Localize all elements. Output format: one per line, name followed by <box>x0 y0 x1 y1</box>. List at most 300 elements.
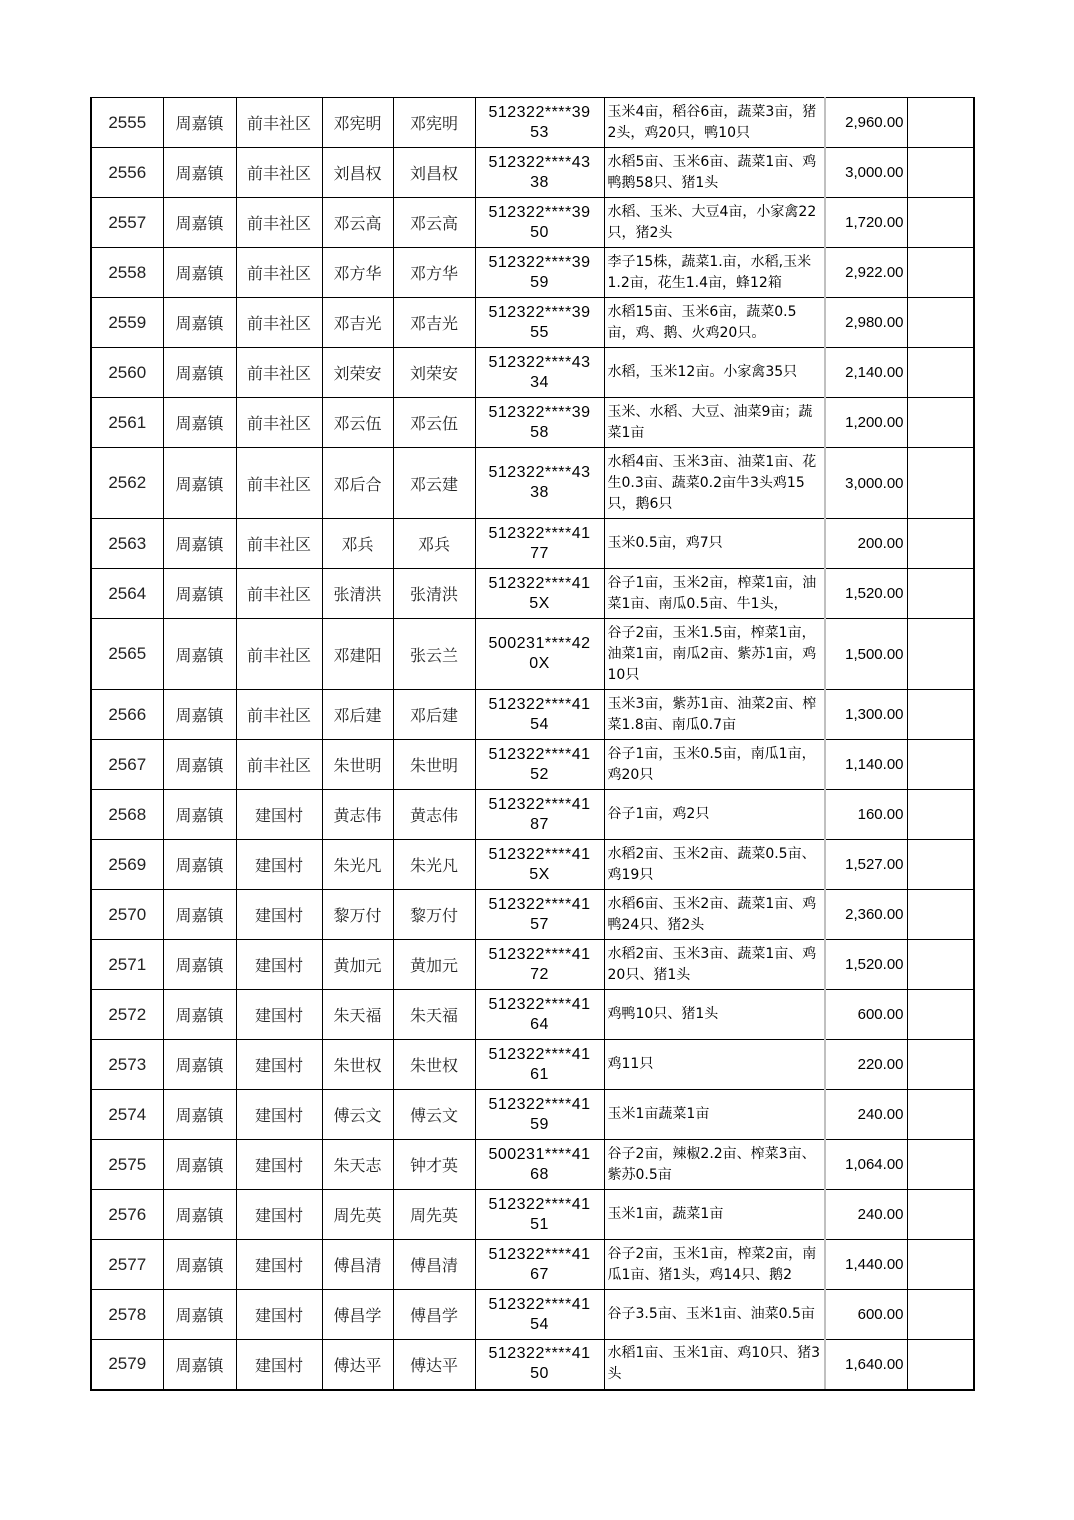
remarks-cell <box>907 98 974 148</box>
household-name-text: 邓兵 <box>341 535 374 554</box>
town-cell <box>163 248 236 298</box>
village-cell <box>236 740 322 790</box>
village-cell <box>236 940 322 990</box>
production-description-text: 谷子3.5亩、玉米1亩、油菜0.5亩 <box>607 1306 815 1322</box>
payee-name-cell <box>393 990 475 1040</box>
id-number-cell <box>475 448 604 519</box>
production-description-text: 水稻6亩、玉米2亩、蔬菜1亩、鸡鸭24只、猪2头 <box>607 895 817 933</box>
subsidy-amount-cell <box>825 1340 907 1390</box>
town-text: 周嘉镇 <box>175 1006 224 1025</box>
town-cell <box>163 790 236 840</box>
id-number-line2: 38 <box>530 173 549 191</box>
payee-name-cell <box>393 940 475 990</box>
town-cell <box>163 398 236 448</box>
id-number-cell <box>475 1140 604 1190</box>
id-number-line2: 58 <box>530 423 549 441</box>
id-number-line2: 50 <box>530 223 549 241</box>
id-number-line1: 512322****39 <box>488 303 591 321</box>
id-number-line1: 512322****41 <box>488 524 591 542</box>
household-name-text: 邓后合 <box>333 474 382 494</box>
remarks-cell <box>907 1340 974 1390</box>
production-description-text: 玉米0.5亩，鸡7只 <box>607 535 723 551</box>
production-description-cell <box>604 1090 825 1140</box>
production-description-cell <box>604 690 825 740</box>
household-name-cell <box>322 690 393 740</box>
village-cell <box>236 448 322 519</box>
table-row <box>91 398 974 448</box>
id-number-cell <box>475 1340 604 1390</box>
payee-name-text: 傅云文 <box>409 1106 458 1125</box>
id-number-cell <box>475 198 604 248</box>
production-description-cell <box>604 890 825 940</box>
village-text: 建国村 <box>254 1106 303 1125</box>
id-number-line2: 54 <box>530 1315 549 1333</box>
row-number <box>91 690 163 740</box>
household-name-cell <box>322 790 393 840</box>
id-number-line2: 52 <box>530 765 549 783</box>
town-text: 周嘉镇 <box>175 585 224 604</box>
household-name-text: 朱世权 <box>333 1056 382 1075</box>
row-number-text: 2564 <box>108 583 147 603</box>
town-cell <box>163 840 236 890</box>
payee-name-cell <box>393 348 475 398</box>
id-number-line1: 512322****41 <box>488 1345 591 1363</box>
household-name-cell <box>322 1190 393 1240</box>
village-text: 前丰社区 <box>246 756 311 775</box>
remarks-cell <box>907 1290 974 1340</box>
id-number-line1: 500231****41 <box>488 1145 591 1163</box>
id-number-line1: 512322****39 <box>488 203 591 221</box>
village-cell <box>236 98 322 148</box>
row-number <box>91 519 163 569</box>
production-description-text: 鸡鸭10只、猪1头 <box>607 1006 719 1022</box>
household-name-cell <box>322 940 393 990</box>
payee-name-cell <box>393 198 475 248</box>
production-description-cell <box>604 1040 825 1090</box>
household-name-text: 傅昌学 <box>333 1306 382 1325</box>
town-cell <box>163 198 236 248</box>
id-number-line1: 512322****41 <box>488 1295 591 1313</box>
subsidy-amount-text: 1,140.00 <box>845 756 904 773</box>
town-text: 周嘉镇 <box>175 114 224 133</box>
row-number-text: 2567 <box>108 754 147 774</box>
id-number-cell <box>475 840 604 890</box>
town-text: 周嘉镇 <box>175 214 224 233</box>
payee-name-text: 邓方华 <box>409 264 458 283</box>
town-text: 周嘉镇 <box>175 414 224 433</box>
household-name-text: 傅云文 <box>333 1106 382 1125</box>
payee-name-text: 朱光凡 <box>409 856 458 875</box>
village-cell <box>236 1290 322 1340</box>
payee-name-cell <box>393 1090 475 1140</box>
subsidy-amount-cell <box>825 740 907 790</box>
row-number <box>91 348 163 398</box>
household-name-text: 朱光凡 <box>333 856 382 875</box>
payee-name-cell <box>393 619 475 690</box>
town-cell <box>163 1190 236 1240</box>
town-cell <box>163 1240 236 1290</box>
id-number-line2: 5X <box>529 865 550 883</box>
town-cell <box>163 940 236 990</box>
payee-name-cell <box>393 98 475 148</box>
household-name-cell <box>322 198 393 248</box>
payee-name-cell <box>393 1140 475 1190</box>
row-number-text: 2574 <box>108 1104 147 1124</box>
payee-name-text: 邓宪明 <box>409 114 458 133</box>
production-description-text: 水稻、玉米、大豆4亩，小家禽22只，猪2头 <box>607 203 817 241</box>
village-text: 前丰社区 <box>246 214 311 233</box>
id-number-line1: 512322****41 <box>488 845 591 863</box>
household-name-text: 黄志伟 <box>333 806 382 825</box>
id-number-line2: 53 <box>530 123 549 141</box>
village-cell <box>236 569 322 619</box>
household-name-text: 邓方华 <box>333 264 382 283</box>
table-row <box>91 619 974 690</box>
remarks-cell <box>907 790 974 840</box>
village-cell <box>236 1340 322 1390</box>
id-number-line1: 512322****41 <box>488 795 591 813</box>
village-text: 建国村 <box>254 1206 303 1225</box>
id-number-cell <box>475 569 604 619</box>
village-cell <box>236 398 322 448</box>
household-name-cell <box>322 1240 393 1290</box>
subsidy-amount-cell <box>825 1240 907 1290</box>
village-cell <box>236 690 322 740</box>
production-description-text: 水稻2亩、玉米3亩、蔬菜1亩、鸡20只、猪1头 <box>607 945 817 983</box>
table-row <box>91 1140 974 1190</box>
town-cell <box>163 448 236 519</box>
id-number-cell <box>475 98 604 148</box>
row-number <box>91 740 163 790</box>
id-number-line2: 34 <box>530 373 549 391</box>
id-number-line1: 512322****41 <box>488 1195 591 1213</box>
town-text: 周嘉镇 <box>175 535 224 554</box>
household-name-cell <box>322 519 393 569</box>
row-number-text: 2570 <box>108 904 147 924</box>
id-number-line2: 77 <box>530 544 549 562</box>
production-description-cell <box>604 198 825 248</box>
household-name-cell <box>322 840 393 890</box>
household-name-text: 朱世明 <box>333 756 382 775</box>
town-cell <box>163 298 236 348</box>
village-text: 前丰社区 <box>246 706 311 725</box>
row-number-text: 2557 <box>108 212 147 232</box>
subsidy-amount-cell <box>825 398 907 448</box>
household-name-cell <box>322 348 393 398</box>
subsidy-amount-text: 220.00 <box>857 1056 904 1073</box>
payee-name-text: 邓云高 <box>409 214 458 233</box>
production-description-cell <box>604 298 825 348</box>
town-cell <box>163 890 236 940</box>
subsidy-amount-cell <box>825 1140 907 1190</box>
payee-name-cell <box>393 519 475 569</box>
production-description-cell <box>604 569 825 619</box>
remarks-cell <box>907 619 974 690</box>
table-row <box>91 1040 974 1090</box>
subsidy-amount-text: 2,980.00 <box>845 314 904 331</box>
production-description-cell <box>604 98 825 148</box>
village-text: 建国村 <box>254 1056 303 1075</box>
row-number <box>91 448 163 519</box>
row-number <box>91 569 163 619</box>
village-cell <box>236 619 322 690</box>
village-text: 前丰社区 <box>246 364 311 383</box>
payee-name-cell <box>393 1190 475 1240</box>
row-number-text: 2561 <box>108 412 147 432</box>
table-row <box>91 248 974 298</box>
row-number <box>91 198 163 248</box>
payee-name-cell <box>393 740 475 790</box>
table-row <box>91 690 974 740</box>
id-number-line1: 512322****39 <box>488 103 591 121</box>
id-number-line1: 512322****41 <box>488 1045 591 1063</box>
remarks-cell <box>907 1240 974 1290</box>
subsidy-amount-cell <box>825 448 907 519</box>
payee-name-cell <box>393 1340 475 1390</box>
remarks-cell <box>907 990 974 1040</box>
row-number <box>91 148 163 198</box>
id-number-line2: 61 <box>530 1065 549 1083</box>
id-number-line2: 50 <box>530 1365 549 1383</box>
row-number-text: 2573 <box>108 1054 147 1074</box>
subsidy-amount-text: 3,000.00 <box>845 474 904 492</box>
subsidy-amount-text: 600.00 <box>857 1306 904 1323</box>
town-text: 周嘉镇 <box>175 756 224 775</box>
row-number <box>91 398 163 448</box>
payee-name-text: 黄志伟 <box>409 806 458 825</box>
payee-name-text: 黄加元 <box>409 956 458 975</box>
town-text: 周嘉镇 <box>175 956 224 975</box>
household-name-cell <box>322 569 393 619</box>
subsidy-amount-text: 3,000.00 <box>845 164 904 181</box>
subsidy-amount-cell <box>825 840 907 890</box>
subsidy-amount-cell <box>825 519 907 569</box>
town-text: 周嘉镇 <box>175 1106 224 1125</box>
village-cell <box>236 1040 322 1090</box>
payee-name-cell <box>393 690 475 740</box>
remarks-cell <box>907 519 974 569</box>
remarks-cell <box>907 1140 974 1190</box>
payee-name-text: 傅昌清 <box>409 1256 458 1275</box>
subsidy-amount-text: 1,520.00 <box>845 956 904 973</box>
payee-name-cell <box>393 790 475 840</box>
id-number-line1: 512322****39 <box>488 253 591 271</box>
household-name-text: 傅昌清 <box>333 1256 382 1275</box>
town-cell <box>163 569 236 619</box>
payee-name-cell <box>393 148 475 198</box>
row-number-text: 2578 <box>108 1304 147 1324</box>
id-number-line1: 512322****41 <box>488 695 591 713</box>
production-description-text: 谷子2亩，玉米1.5亩，榨菜1亩，油菜1亩，南瓜2亩、紫苏1亩，鸡10只 <box>607 624 817 683</box>
remarks-cell <box>907 940 974 990</box>
household-name-text: 朱天福 <box>333 1006 382 1025</box>
payee-name-cell <box>393 248 475 298</box>
village-cell <box>236 1140 322 1190</box>
village-text: 建国村 <box>254 856 303 875</box>
town-text: 周嘉镇 <box>175 906 224 925</box>
id-number-line1: 512322****41 <box>488 1245 591 1263</box>
id-number-line2: 87 <box>530 815 549 833</box>
payee-name-text: 邓兵 <box>417 535 450 554</box>
town-cell <box>163 990 236 1040</box>
production-description-cell <box>604 448 825 519</box>
household-name-cell <box>322 740 393 790</box>
subsidy-amount-text: 1,527.00 <box>845 856 904 873</box>
subsidy-amount-cell <box>825 1190 907 1240</box>
id-number-cell <box>475 298 604 348</box>
town-text: 周嘉镇 <box>175 1156 224 1175</box>
table-row <box>91 448 974 519</box>
subsidy-table <box>90 97 975 1391</box>
town-cell <box>163 690 236 740</box>
row-number <box>91 790 163 840</box>
table-row <box>91 890 974 940</box>
household-name-text: 刘荣安 <box>333 364 382 383</box>
production-description-text: 玉米1亩，蔬菜1亩 <box>607 1206 724 1222</box>
production-description-cell <box>604 740 825 790</box>
household-name-text: 黎万付 <box>333 906 382 925</box>
remarks-cell <box>907 569 974 619</box>
table-row <box>91 198 974 248</box>
row-number <box>91 298 163 348</box>
town-cell <box>163 148 236 198</box>
household-name-cell <box>322 248 393 298</box>
row-number <box>91 940 163 990</box>
town-cell <box>163 519 236 569</box>
town-cell <box>163 1040 236 1090</box>
household-name-text: 邓吉光 <box>333 314 382 333</box>
table-row <box>91 298 974 348</box>
production-description-text: 水稻5亩、玉米6亩、蔬菜1亩、鸡鸭鹅58只、猪1头 <box>607 153 817 191</box>
table-row <box>91 519 974 569</box>
village-text: 建国村 <box>254 806 303 825</box>
production-description-text: 玉米、水稻、大豆、油菜9亩；蔬菜1亩 <box>607 403 813 441</box>
village-cell <box>236 148 322 198</box>
row-number-text: 2558 <box>108 262 147 282</box>
household-name-cell <box>322 1340 393 1390</box>
payee-name-text: 朱天福 <box>409 1006 458 1025</box>
row-number-text: 2572 <box>108 1004 147 1024</box>
id-number-line2: 51 <box>530 1215 549 1233</box>
subsidy-amount-text: 600.00 <box>857 1006 904 1023</box>
payee-name-cell <box>393 398 475 448</box>
id-number-cell <box>475 1240 604 1290</box>
household-name-cell <box>322 398 393 448</box>
production-description-text: 水稻2亩、玉米2亩、蔬菜0.5亩、鸡19只 <box>607 845 816 883</box>
subsidy-amount-cell <box>825 940 907 990</box>
household-name-cell <box>322 890 393 940</box>
payee-name-text: 邓吉光 <box>409 314 458 333</box>
town-cell <box>163 1090 236 1140</box>
id-number-cell <box>475 148 604 198</box>
row-number-text: 2577 <box>108 1254 147 1274</box>
production-description-cell <box>604 1190 825 1240</box>
subsidy-amount-text: 1,500.00 <box>845 645 904 663</box>
production-description-text: 水稻，玉米12亩。小家禽35只 <box>607 364 798 380</box>
row-number <box>91 840 163 890</box>
household-name-text: 张清洪 <box>333 585 382 604</box>
town-text: 周嘉镇 <box>175 706 224 725</box>
remarks-cell <box>907 740 974 790</box>
production-description-text: 谷子2亩，辣椒2.2亩、榨菜3亩、紫苏0.5亩 <box>607 1145 816 1183</box>
id-number-line1: 512322****39 <box>488 403 591 421</box>
remarks-cell <box>907 448 974 519</box>
village-cell <box>236 198 322 248</box>
village-text: 前丰社区 <box>246 585 311 604</box>
payee-name-cell <box>393 1040 475 1090</box>
remarks-cell <box>907 1190 974 1240</box>
town-text: 周嘉镇 <box>175 1206 224 1225</box>
row-number-text: 2556 <box>108 162 147 182</box>
id-number-line1: 512322****41 <box>488 945 591 963</box>
remarks-cell <box>907 890 974 940</box>
household-name-cell <box>322 148 393 198</box>
village-cell <box>236 298 322 348</box>
production-description-cell <box>604 619 825 690</box>
id-number-cell <box>475 890 604 940</box>
subsidy-amount-text: 1,640.00 <box>845 1355 904 1373</box>
row-number <box>91 98 163 148</box>
household-name-text: 周先英 <box>333 1206 382 1225</box>
household-name-text: 朱天志 <box>333 1156 382 1175</box>
village-text: 前丰社区 <box>246 414 311 433</box>
production-description-text: 谷子1亩，玉米2亩，榨菜1亩，油菜1亩、南瓜0.5亩、牛1头， <box>607 574 817 612</box>
production-description-cell <box>604 1340 825 1390</box>
town-text: 周嘉镇 <box>175 1355 224 1375</box>
subsidy-amount-text: 1,720.00 <box>845 214 904 231</box>
row-number <box>91 1340 163 1390</box>
town-cell <box>163 740 236 790</box>
table-row <box>91 1090 974 1140</box>
row-number-text: 2576 <box>108 1204 147 1224</box>
payee-name-text: 周先英 <box>409 1206 458 1225</box>
production-description-cell <box>604 1140 825 1190</box>
village-text: 前丰社区 <box>246 264 311 283</box>
table-row <box>91 569 974 619</box>
id-number-cell <box>475 1290 604 1340</box>
village-cell <box>236 790 322 840</box>
town-text: 周嘉镇 <box>175 1256 224 1275</box>
payee-name-text: 刘昌权 <box>409 164 458 183</box>
id-number-cell <box>475 740 604 790</box>
id-number-cell <box>475 619 604 690</box>
subsidy-amount-text: 1,200.00 <box>845 414 904 431</box>
payee-name-text: 邓云建 <box>409 474 458 494</box>
id-number-cell <box>475 790 604 840</box>
village-text: 建国村 <box>254 1006 303 1025</box>
town-text: 周嘉镇 <box>175 164 224 183</box>
id-number-line1: 512322****41 <box>488 745 591 763</box>
production-description-cell <box>604 790 825 840</box>
village-text: 前丰社区 <box>246 164 311 183</box>
production-description-text: 谷子1亩，鸡2只 <box>607 806 710 822</box>
subsidy-amount-cell <box>825 690 907 740</box>
remarks-cell <box>907 840 974 890</box>
production-description-text: 鸡11只 <box>607 1056 654 1072</box>
row-number-text: 2569 <box>108 854 147 874</box>
household-name-text: 邓建阳 <box>333 645 382 665</box>
production-description-cell <box>604 519 825 569</box>
town-cell <box>163 1290 236 1340</box>
table-row <box>91 940 974 990</box>
production-description-cell <box>604 348 825 398</box>
village-cell <box>236 1190 322 1240</box>
id-number-line2: 72 <box>530 965 549 983</box>
village-text: 前丰社区 <box>246 314 311 333</box>
id-number-cell <box>475 990 604 1040</box>
payee-name-cell <box>393 569 475 619</box>
payee-name-text: 傅昌学 <box>409 1306 458 1325</box>
